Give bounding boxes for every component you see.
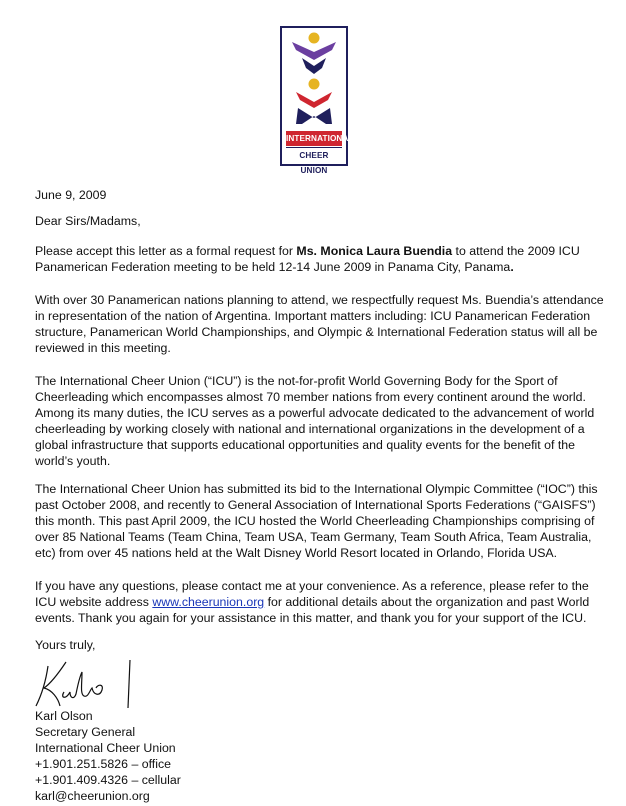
logo-text-cheer-union: CHEER UNION bbox=[286, 147, 342, 163]
paragraph-attendance: With over 30 Panamerican nations planning to attend, we respectfully request Ms. Buendia’s attendance in representation of the nation of Argentina. Important matters including: ICU Panamerican Federation structure, Panamerican World Championships, and Olympic & International Federation status will all be reviewed in this meeting. bbox=[35, 293, 604, 356]
logo-text-international: INTERNATIONAL bbox=[286, 131, 342, 146]
letter-date: June 9, 2009 bbox=[35, 188, 107, 202]
paragraph-contact: If you have any questions, please contact me at your convenience. As a reference, please refer to the ICU website address www.cheerunion.org for additional details about the organization and past World events. Thank you again for your assistance in this matter, and thank you for your support of the ICU. bbox=[35, 579, 590, 626]
signer-name: Karl Olson bbox=[35, 709, 93, 723]
signature-block bbox=[35, 708, 607, 805]
paragraph-request: Please accept this letter as a formal request for Ms. Monica Laura Buendia to attend the 2009 ICU Panamerican Federation meeting to be held 12-14 June 2009 in Panama City, Panama. bbox=[35, 244, 580, 275]
signer-org: International Cheer Union bbox=[35, 741, 176, 756]
icu-logo bbox=[280, 26, 354, 175]
paragraph-olympic-bid: The International Cheer Union has submitted its bid to the International Olympic Committee (“IOC”) this past October 2008, and recently to General Association of International Sports Federations (“GAISFS”) this month. This past April 2009, the ICU hosted the World Cheerleading Championships comprising of over 85 National Teams (Team China, Team USA, Team Germany, Team South Africa, Team Australia, etc) from over 45 nations held at the Walt Disney World Resort located in Orlando, Florida USA. bbox=[35, 482, 598, 561]
website-link[interactable]: www.cheerunion.org bbox=[152, 595, 265, 610]
paragraph-icu-description: The International Cheer Union (“ICU”) is the not-for-profit World Governing Body for the Sport of Cheerleading which encompasses almost 70 member nations from every continent around the world. Among its many duties, the ICU serves as a powerful advocate dedicated to the advancement of world cheerleading by working closely with national and international organizations in the development of a global infrastructure that supports educational opportunities and quality events for the benefit of the world’s youth. bbox=[35, 374, 595, 469]
cheerleader-figures-icon bbox=[282, 28, 346, 130]
signer-title: Secretary General bbox=[35, 725, 136, 740]
signer-cell-phone: +1.901.409.4326 – cellular bbox=[35, 773, 181, 788]
signer-email: karl@cheerunion.org bbox=[35, 789, 150, 804]
signer-office-phone: +1.901.251.5826 – office bbox=[35, 757, 172, 772]
candidate-name: Ms. Monica Laura Buendia bbox=[296, 244, 453, 258]
closing: Yours truly, bbox=[35, 638, 96, 652]
handwritten-signature bbox=[30, 654, 150, 712]
greeting: Dear Sirs/Madams, bbox=[35, 214, 141, 228]
